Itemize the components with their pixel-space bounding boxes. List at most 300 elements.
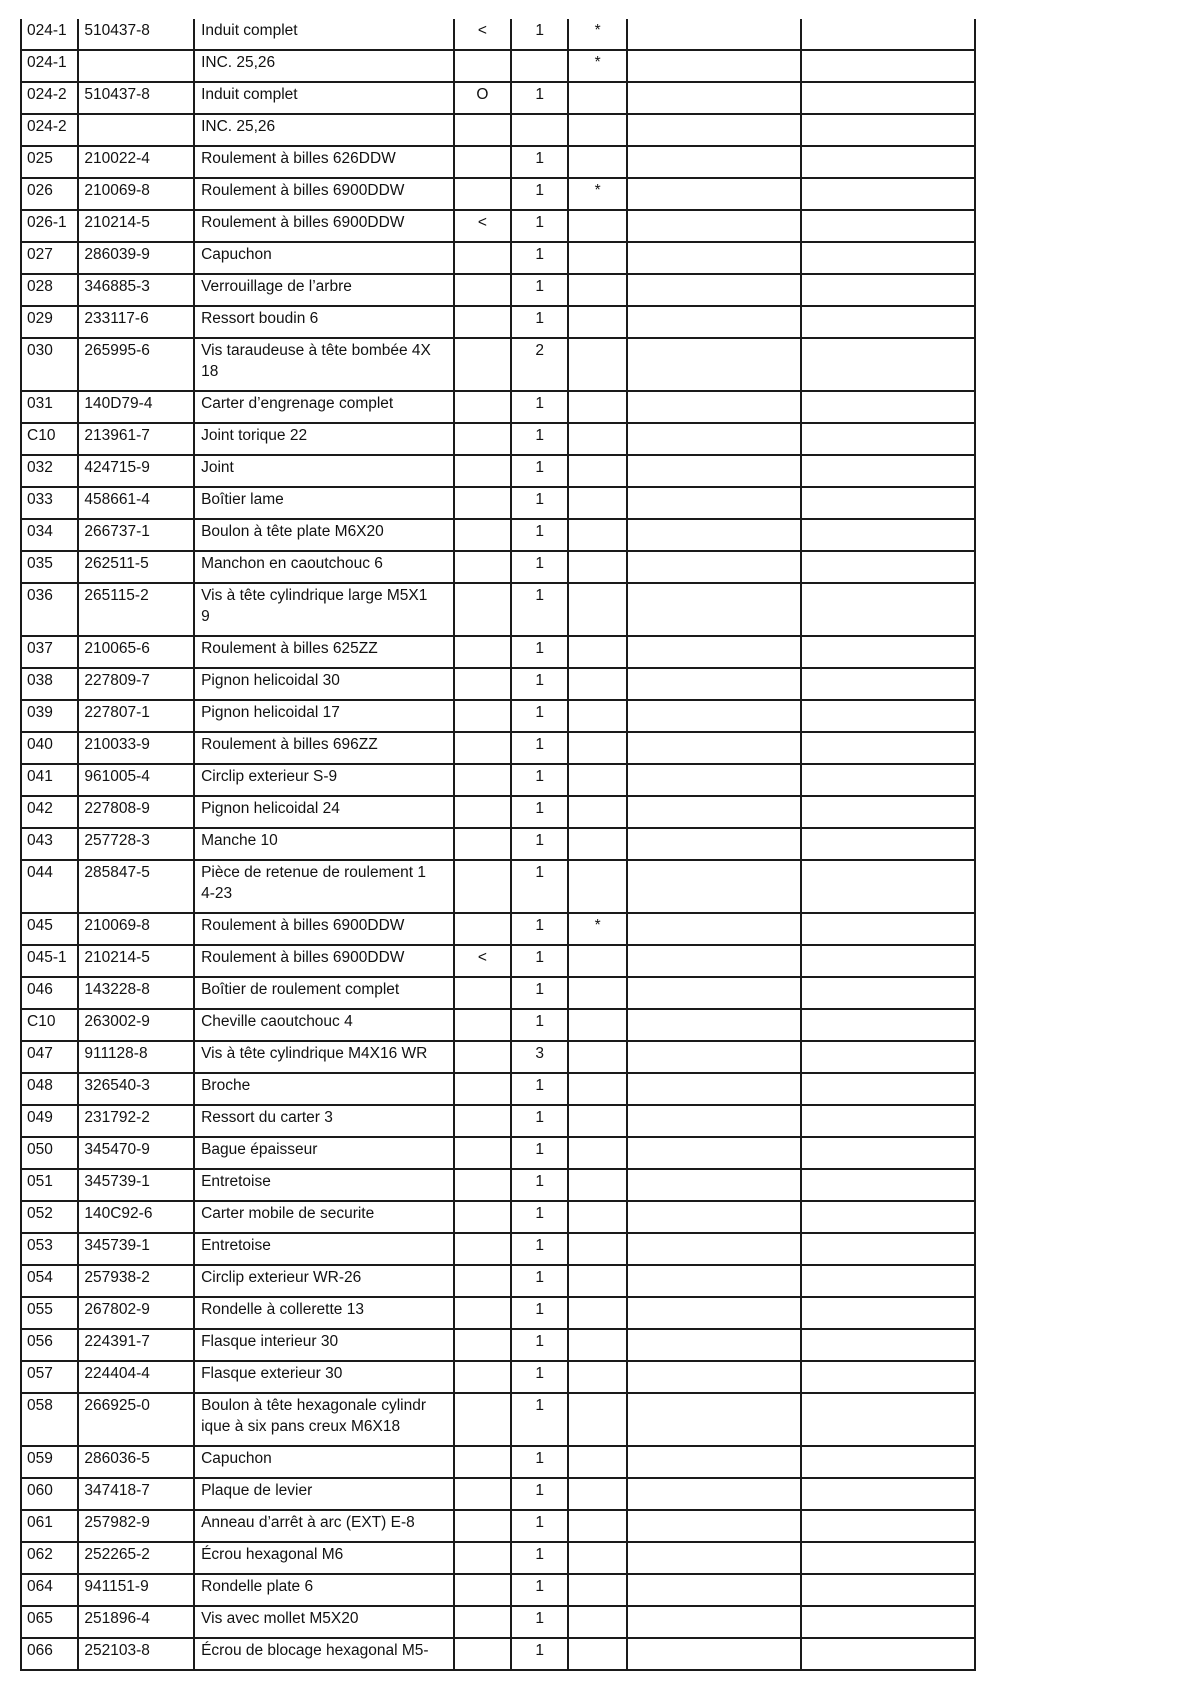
item-number-cell: 043: [21, 828, 78, 860]
note-cell: [568, 700, 626, 732]
item-number-cell: 024-1: [21, 19, 78, 50]
item-number-cell: 055: [21, 1297, 78, 1329]
marker-cell: [454, 1638, 511, 1670]
description-line: Boulon à tête hexagonale cylindr: [201, 1397, 426, 1414]
description-line: Vis à tête cylindrique large M5X1: [201, 587, 428, 604]
marker-cell: [454, 1105, 511, 1137]
part-number-cell: 251896-4: [78, 1606, 194, 1638]
marker-cell: [454, 50, 511, 82]
part-number-cell: 210214-5: [78, 945, 194, 977]
empty-cell: [801, 796, 975, 828]
description-cell: [194, 583, 454, 636]
item-number-cell: 039: [21, 700, 78, 732]
quantity-cell: 1: [511, 913, 568, 945]
table-row: [21, 828, 975, 860]
note-cell: [568, 1574, 626, 1606]
empty-cell: [627, 732, 801, 764]
part-number-cell: 347418-7: [78, 1478, 194, 1510]
table-row: [21, 668, 975, 700]
description-cell: [194, 1478, 454, 1510]
description-line: Flasque interieur 30: [201, 1333, 339, 1350]
description-cell: [194, 1329, 454, 1361]
description-line: Boîtier de roulement complet: [201, 981, 400, 998]
quantity-cell: 1: [511, 583, 568, 636]
empty-cell: [801, 1329, 975, 1361]
description-line: Anneau d’arrêt à arc (EXT) E-8: [201, 1514, 415, 1531]
empty-cell: [627, 1329, 801, 1361]
empty-cell: [801, 1105, 975, 1137]
quantity-cell: 1: [511, 1073, 568, 1105]
empty-cell: [627, 1137, 801, 1169]
marker-cell: [454, 1542, 511, 1574]
table-row: [21, 1478, 975, 1510]
description-cell: [194, 455, 454, 487]
item-number-cell: 028: [21, 274, 78, 306]
quantity-cell: 1: [511, 1009, 568, 1041]
empty-cell: [627, 764, 801, 796]
table-row: [21, 338, 975, 391]
table-row: [21, 274, 975, 306]
item-number-cell: 045-1: [21, 945, 78, 977]
description-line: Vis taraudeuse à tête bombée 4X: [201, 342, 431, 359]
quantity-cell: 1: [511, 1105, 568, 1137]
part-number-cell: 961005-4: [78, 764, 194, 796]
description-line: Roulement à billes 626DDW: [201, 150, 396, 167]
marker-cell: [454, 913, 511, 945]
marker-cell: [454, 274, 511, 306]
empty-cell: [801, 1137, 975, 1169]
quantity-cell: 1: [511, 828, 568, 860]
description-cell: [194, 50, 454, 82]
description-line: Induit complet: [201, 86, 298, 103]
quantity-cell: 1: [511, 732, 568, 764]
table-row: [21, 487, 975, 519]
table-row: [21, 551, 975, 583]
description-line: Pièce de retenue de roulement 1: [201, 864, 426, 881]
marker-cell: [454, 1009, 511, 1041]
description-cell: [194, 19, 454, 50]
quantity-cell: 1: [511, 423, 568, 455]
empty-cell: [627, 668, 801, 700]
description-cell: [194, 1009, 454, 1041]
description-line: 18: [201, 363, 219, 380]
empty-cell: [801, 1510, 975, 1542]
table-row: [21, 1137, 975, 1169]
description-cell: [194, 977, 454, 1009]
item-number-cell: 066: [21, 1638, 78, 1670]
empty-cell: [627, 50, 801, 82]
part-number-cell: 227809-7: [78, 668, 194, 700]
description-line: Capuchon: [201, 246, 272, 263]
description-line: Cheville caoutchouc 4: [201, 1013, 353, 1030]
empty-cell: [627, 455, 801, 487]
description-line: Rondelle à collerette 13: [201, 1301, 364, 1318]
quantity-cell: 1: [511, 1574, 568, 1606]
note-cell: [568, 1638, 626, 1670]
quantity-cell: 1: [511, 1606, 568, 1638]
table-row: [21, 1041, 975, 1073]
description-line: Pignon helicoidal 30: [201, 672, 340, 689]
empty-cell: [801, 583, 975, 636]
marker-cell: [454, 732, 511, 764]
part-number-cell: 227807-1: [78, 700, 194, 732]
marker-cell: [454, 636, 511, 668]
empty-cell: [801, 1606, 975, 1638]
empty-cell: [627, 1606, 801, 1638]
quantity-cell: 1: [511, 1201, 568, 1233]
marker-cell: [454, 1478, 511, 1510]
note-cell: [568, 1265, 626, 1297]
empty-cell: [801, 1297, 975, 1329]
item-number-cell: 033: [21, 487, 78, 519]
part-number-cell: [78, 114, 194, 146]
note-cell: [568, 1446, 626, 1478]
empty-cell: [801, 455, 975, 487]
quantity-cell: 1: [511, 1169, 568, 1201]
marker-cell: [454, 1201, 511, 1233]
item-number-cell: 054: [21, 1265, 78, 1297]
note-cell: [568, 1329, 626, 1361]
item-number-cell: 024-1: [21, 50, 78, 82]
description-line: Flasque exterieur 30: [201, 1365, 343, 1382]
part-number-cell: 257728-3: [78, 828, 194, 860]
empty-cell: [627, 1361, 801, 1393]
empty-cell: [627, 242, 801, 274]
empty-cell: [801, 828, 975, 860]
empty-cell: [627, 519, 801, 551]
note-cell: [568, 732, 626, 764]
table-row: [21, 1329, 975, 1361]
description-cell: [194, 551, 454, 583]
marker-cell: [454, 668, 511, 700]
description-cell: [194, 1297, 454, 1329]
empty-cell: [627, 1574, 801, 1606]
description-line: Vis à tête cylindrique M4X16 WR: [201, 1045, 428, 1062]
table-row: [21, 242, 975, 274]
empty-cell: [627, 1393, 801, 1446]
item-number-cell: 037: [21, 636, 78, 668]
empty-cell: [801, 1041, 975, 1073]
description-cell: [194, 913, 454, 945]
note-cell: *: [568, 19, 626, 50]
part-number-cell: 233117-6: [78, 306, 194, 338]
empty-cell: [627, 1169, 801, 1201]
empty-cell: [627, 423, 801, 455]
part-number-cell: 231792-2: [78, 1105, 194, 1137]
description-cell: [194, 732, 454, 764]
item-number-cell: 051: [21, 1169, 78, 1201]
note-cell: [568, 1233, 626, 1265]
empty-cell: [801, 977, 975, 1009]
quantity-cell: 1: [511, 636, 568, 668]
empty-cell: [627, 636, 801, 668]
part-number-cell: 266925-0: [78, 1393, 194, 1446]
quantity-cell: 1: [511, 860, 568, 913]
note-cell: [568, 945, 626, 977]
empty-cell: [801, 306, 975, 338]
description-line: Ressort boudin 6: [201, 310, 319, 327]
table-row: [21, 146, 975, 178]
note-cell: *: [568, 913, 626, 945]
item-number-cell: 040: [21, 732, 78, 764]
part-number-cell: 345739-1: [78, 1169, 194, 1201]
marker-cell: [454, 1073, 511, 1105]
note-cell: [568, 796, 626, 828]
item-number-cell: 049: [21, 1105, 78, 1137]
description-cell: [194, 146, 454, 178]
description-cell: [194, 1201, 454, 1233]
item-number-cell: 027: [21, 242, 78, 274]
quantity-cell: 1: [511, 455, 568, 487]
empty-cell: [627, 1105, 801, 1137]
item-number-cell: 044: [21, 860, 78, 913]
empty-cell: [627, 1297, 801, 1329]
note-cell: [568, 423, 626, 455]
table-row: [21, 583, 975, 636]
part-number-cell: 224404-4: [78, 1361, 194, 1393]
part-number-cell: 262511-5: [78, 551, 194, 583]
quantity-cell: 1: [511, 274, 568, 306]
marker-cell: <: [454, 210, 511, 242]
note-cell: [568, 636, 626, 668]
quantity-cell: 1: [511, 1265, 568, 1297]
part-number-cell: 263002-9: [78, 1009, 194, 1041]
part-number-cell: 424715-9: [78, 455, 194, 487]
description-cell: [194, 860, 454, 913]
empty-cell: [627, 306, 801, 338]
description-line: Manche 10: [201, 832, 278, 849]
description-cell: [194, 1446, 454, 1478]
empty-cell: [627, 210, 801, 242]
quantity-cell: 1: [511, 1542, 568, 1574]
quantity-cell: 1: [511, 1329, 568, 1361]
table-row: [21, 977, 975, 1009]
note-cell: [568, 338, 626, 391]
item-number-cell: 047: [21, 1041, 78, 1073]
note-cell: [568, 114, 626, 146]
quantity-cell: 1: [511, 1297, 568, 1329]
note-cell: [568, 1105, 626, 1137]
note-cell: [568, 1361, 626, 1393]
description-cell: [194, 423, 454, 455]
description-line: Joint torique 22: [201, 427, 308, 444]
quantity-cell: [511, 114, 568, 146]
description-line: Induit complet: [201, 22, 298, 39]
empty-cell: [627, 977, 801, 1009]
empty-cell: [627, 82, 801, 114]
description-cell: [194, 487, 454, 519]
marker-cell: [454, 423, 511, 455]
item-number-cell: 029: [21, 306, 78, 338]
parts-list-body: [21, 19, 975, 1670]
empty-cell: [627, 1009, 801, 1041]
empty-cell: [801, 1638, 975, 1670]
item-number-cell: 025: [21, 146, 78, 178]
note-cell: *: [568, 178, 626, 210]
part-number-cell: [78, 50, 194, 82]
description-cell: [194, 1169, 454, 1201]
part-number-cell: 458661-4: [78, 487, 194, 519]
table-row: [21, 1393, 975, 1446]
note-cell: [568, 1510, 626, 1542]
note-cell: [568, 551, 626, 583]
note-cell: [568, 519, 626, 551]
empty-cell: [801, 1542, 975, 1574]
empty-cell: [801, 945, 975, 977]
table-row: [21, 796, 975, 828]
description-cell: [194, 700, 454, 732]
marker-cell: [454, 487, 511, 519]
note-cell: [568, 1041, 626, 1073]
empty-cell: [627, 1201, 801, 1233]
table-row: [21, 1233, 975, 1265]
description-cell: [194, 1393, 454, 1446]
part-number-cell: 227808-9: [78, 796, 194, 828]
description-cell: [194, 764, 454, 796]
description-cell: [194, 210, 454, 242]
note-cell: [568, 1393, 626, 1446]
note-cell: [568, 1478, 626, 1510]
empty-cell: [801, 50, 975, 82]
empty-cell: [801, 146, 975, 178]
description-line: 9: [201, 608, 210, 625]
marker-cell: <: [454, 945, 511, 977]
description-cell: [194, 796, 454, 828]
table-row: [21, 1606, 975, 1638]
item-number-cell: 026-1: [21, 210, 78, 242]
description-line: Pignon helicoidal 17: [201, 704, 340, 721]
description-cell: [194, 1574, 454, 1606]
quantity-cell: 1: [511, 945, 568, 977]
empty-cell: [801, 274, 975, 306]
item-number-cell: 058: [21, 1393, 78, 1446]
table-row: [21, 1361, 975, 1393]
empty-cell: [801, 487, 975, 519]
empty-cell: [627, 1041, 801, 1073]
part-number-cell: 285847-5: [78, 860, 194, 913]
quantity-cell: 1: [511, 764, 568, 796]
empty-cell: [801, 210, 975, 242]
marker-cell: [454, 178, 511, 210]
description-cell: [194, 636, 454, 668]
description-cell: [194, 1073, 454, 1105]
note-cell: [568, 146, 626, 178]
item-number-cell: 065: [21, 1606, 78, 1638]
note-cell: [568, 1137, 626, 1169]
table-row: [21, 1265, 975, 1297]
quantity-cell: 1: [511, 1137, 568, 1169]
empty-cell: [627, 19, 801, 50]
item-number-cell: 038: [21, 668, 78, 700]
description-line: Circlip exterieur WR-26: [201, 1269, 362, 1286]
marker-cell: [454, 1265, 511, 1297]
note-cell: [568, 210, 626, 242]
part-number-cell: 252265-2: [78, 1542, 194, 1574]
quantity-cell: 1: [511, 242, 568, 274]
empty-cell: [801, 700, 975, 732]
description-line: Roulement à billes 625ZZ: [201, 640, 378, 657]
item-number-cell: 059: [21, 1446, 78, 1478]
description-cell: [194, 1542, 454, 1574]
note-cell: [568, 1542, 626, 1574]
description-line: Vis avec mollet M5X20: [201, 1610, 359, 1627]
empty-cell: [801, 1073, 975, 1105]
note-cell: [568, 1169, 626, 1201]
empty-cell: [801, 1393, 975, 1446]
table-row: [21, 210, 975, 242]
part-number-cell: 510437-8: [78, 19, 194, 50]
quantity-cell: 1: [511, 146, 568, 178]
table-row: [21, 1638, 975, 1670]
table-row: [21, 732, 975, 764]
description-cell: [194, 1606, 454, 1638]
empty-cell: [801, 860, 975, 913]
quantity-cell: 1: [511, 1478, 568, 1510]
part-number-cell: 286039-9: [78, 242, 194, 274]
table-row: [21, 1542, 975, 1574]
note-cell: [568, 306, 626, 338]
note-cell: [568, 1201, 626, 1233]
item-number-cell: 056: [21, 1329, 78, 1361]
description-line: Circlip exterieur S-9: [201, 768, 338, 785]
part-number-cell: 267802-9: [78, 1297, 194, 1329]
note-cell: [568, 1297, 626, 1329]
marker-cell: [454, 860, 511, 913]
description-cell: [194, 945, 454, 977]
item-number-cell: C10: [21, 1009, 78, 1041]
quantity-cell: 1: [511, 19, 568, 50]
part-number-cell: 266737-1: [78, 519, 194, 551]
quantity-cell: 1: [511, 1393, 568, 1446]
part-number-cell: 213961-7: [78, 423, 194, 455]
item-number-cell: 057: [21, 1361, 78, 1393]
description-cell: [194, 1233, 454, 1265]
empty-cell: [801, 519, 975, 551]
empty-cell: [801, 636, 975, 668]
description-cell: [194, 242, 454, 274]
table-row: [21, 455, 975, 487]
description-line: Roulement à billes 6900DDW: [201, 214, 405, 231]
item-number-cell: 060: [21, 1478, 78, 1510]
quantity-cell: 3: [511, 1041, 568, 1073]
part-number-cell: 265115-2: [78, 583, 194, 636]
marker-cell: [454, 700, 511, 732]
item-number-cell: 046: [21, 977, 78, 1009]
item-number-cell: 053: [21, 1233, 78, 1265]
item-number-cell: 061: [21, 1510, 78, 1542]
note-cell: [568, 487, 626, 519]
empty-cell: [801, 82, 975, 114]
table-row: [21, 860, 975, 913]
description-cell: [194, 1510, 454, 1542]
table-row: [21, 82, 975, 114]
description-line: Joint: [201, 459, 234, 476]
empty-cell: [801, 551, 975, 583]
empty-cell: [801, 338, 975, 391]
part-number-cell: 510437-8: [78, 82, 194, 114]
empty-cell: [801, 114, 975, 146]
item-number-cell: 030: [21, 338, 78, 391]
marker-cell: [454, 391, 511, 423]
part-number-cell: 210065-6: [78, 636, 194, 668]
description-cell: [194, 178, 454, 210]
quantity-cell: 1: [511, 306, 568, 338]
part-number-cell: 345470-9: [78, 1137, 194, 1169]
marker-cell: [454, 146, 511, 178]
empty-cell: [801, 732, 975, 764]
description-line: 4-23: [201, 885, 233, 902]
table-row: [21, 1446, 975, 1478]
